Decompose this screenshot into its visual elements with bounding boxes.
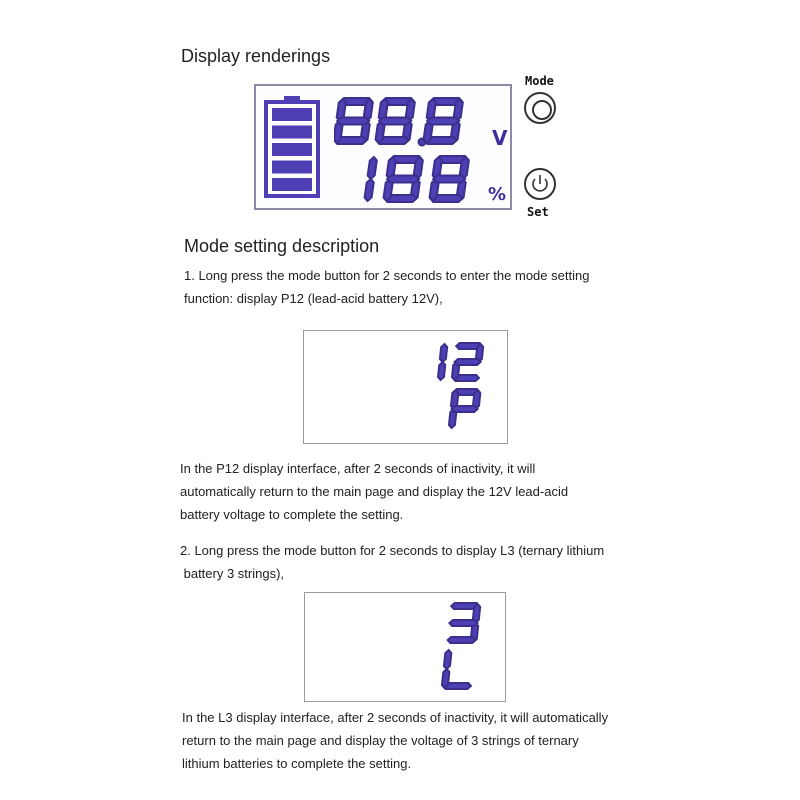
segment-d [447,637,476,643]
after2-text-line1: In the L3 display interface, after 2 seconds of inactivity, it will automatically [182,710,609,725]
power-icon [526,170,554,198]
segment-b [367,157,377,179]
after1-text-line2: automatically return to the main page and display the 12V lead-acid [180,484,569,499]
l3-lcd-display [304,592,506,702]
battery-bar [272,126,312,139]
battery-bar [272,143,312,156]
set-button[interactable] [524,168,556,200]
segment-g [454,359,481,365]
after1-text-line3: battery voltage to complete the setting. [180,507,404,522]
main-lcd-display [254,84,512,210]
percent-readout [334,152,484,206]
step1-text-line2: function: display P12 (lead-acid battery 12V), [184,291,443,306]
mode-setting-heading: Mode setting description [184,236,380,256]
circle-icon [532,100,552,120]
voltage-readout [334,94,484,148]
segment-c [364,179,374,201]
p12-lcd-display [303,330,508,444]
p12-top-digit-1 [452,343,484,381]
segment-b [440,344,448,362]
after2-text-line3: lithium batteries to complete the setting. [182,756,412,771]
percent-digit-1 [383,156,423,202]
voltage-digit-0 [334,98,373,144]
set-button-label: Set [527,205,549,219]
percent-unit: % [488,184,507,205]
l3-readout [425,599,495,695]
battery-bar [272,161,312,174]
after2-text-line2: return to the main page and display the voltage of 3 strings of ternary [182,733,579,748]
step2-text-line1: 2. Long press the mode button for 2 seconds to display L3 (ternary lithium [180,543,605,558]
step1-text-line1: 1. Long press the mode button for 2 seconds to enter the mode setting [184,268,590,283]
segment-e [442,669,450,688]
percent-digit-0 [364,157,377,201]
mode-button-label: Mode [525,74,554,88]
p12-bottom-digit [449,389,481,428]
segment-g [337,118,370,125]
percent-digit-2 [429,156,469,202]
p12-top-digit-0 [438,344,448,380]
segment-g [451,406,478,412]
l3-top-digit [447,603,480,643]
segment-g [449,620,478,626]
segment-f [444,650,452,669]
voltage-unit: V [492,126,508,150]
display-renderings-heading: Display renderings [181,46,331,66]
mode-button[interactable] [524,92,556,124]
battery-level-icon [262,94,322,200]
battery-bar [272,108,312,121]
battery-bar [272,178,312,191]
step2-text-line2: battery 3 strings), [180,566,285,581]
segment-g [379,118,412,125]
segment-g [433,176,466,183]
voltage-digit-2 [423,98,463,144]
segment-g [387,176,420,183]
after1-text-line1: In the P12 display interface, after 2 seconds of inactivity, it will [180,461,536,476]
segment-g [427,118,460,125]
l3-bottom-digit [442,650,475,689]
voltage-digit-1 [375,98,415,144]
p12-readout [414,339,494,435]
segment-c [438,362,446,380]
